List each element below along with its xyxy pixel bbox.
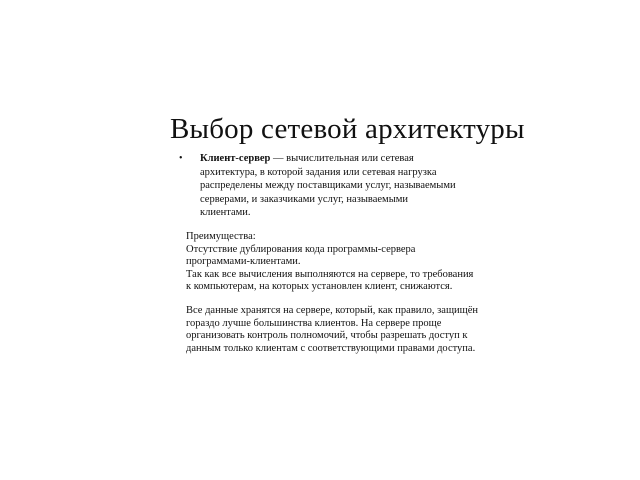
- definition-line-2: архитектура, в которой задания или сетевая нагрузка: [200, 166, 437, 178]
- data-storage-line-2: гораздо лучше большинства клиентов. На сервере проще: [186, 317, 442, 329]
- data-storage-line-1: Все данные хранятся на сервере, который, как правило, защищён: [186, 305, 479, 316]
- slide-title: Выбор сетевой архитектуры: [170, 113, 525, 145]
- advantages-paragraph: [186, 231, 486, 294]
- advantages-heading: Преимущества:: [186, 231, 256, 242]
- data-storage-line-3: организовать контроль полномочий, чтобы разрешать доступ к: [186, 330, 468, 341]
- advantages-line-4: к компьютерам, на которых установлен клиент, снижаются.: [186, 281, 453, 292]
- definition-bullet: [179, 152, 475, 220]
- data-storage-paragraph: [186, 305, 486, 355]
- definition-line-1: [185, 152, 475, 166]
- advantages-line-2: программами-клиентами.: [186, 256, 301, 267]
- definition-term: Клиент-сервер: [200, 153, 271, 164]
- definition-line-4: серверами, и заказчиками услуг, называемыми: [200, 193, 409, 205]
- advantages-line-1: Отсутствие дублирования кода программы-сервера: [186, 243, 416, 255]
- definition-line-3: распределены между поставщиками услуг, называемыми: [200, 180, 456, 191]
- definition-line-5: клиентами.: [200, 207, 251, 218]
- definition-line-1-rest: — вычислительная или сетевая: [270, 153, 414, 164]
- bullet-icon: •: [179, 153, 183, 164]
- advantages-line-3: Так как все вычисления выполняются на сервере, то требования: [186, 268, 474, 280]
- data-storage-line-4: данным только клиентам с соответствующими правами доступа.: [186, 342, 476, 354]
